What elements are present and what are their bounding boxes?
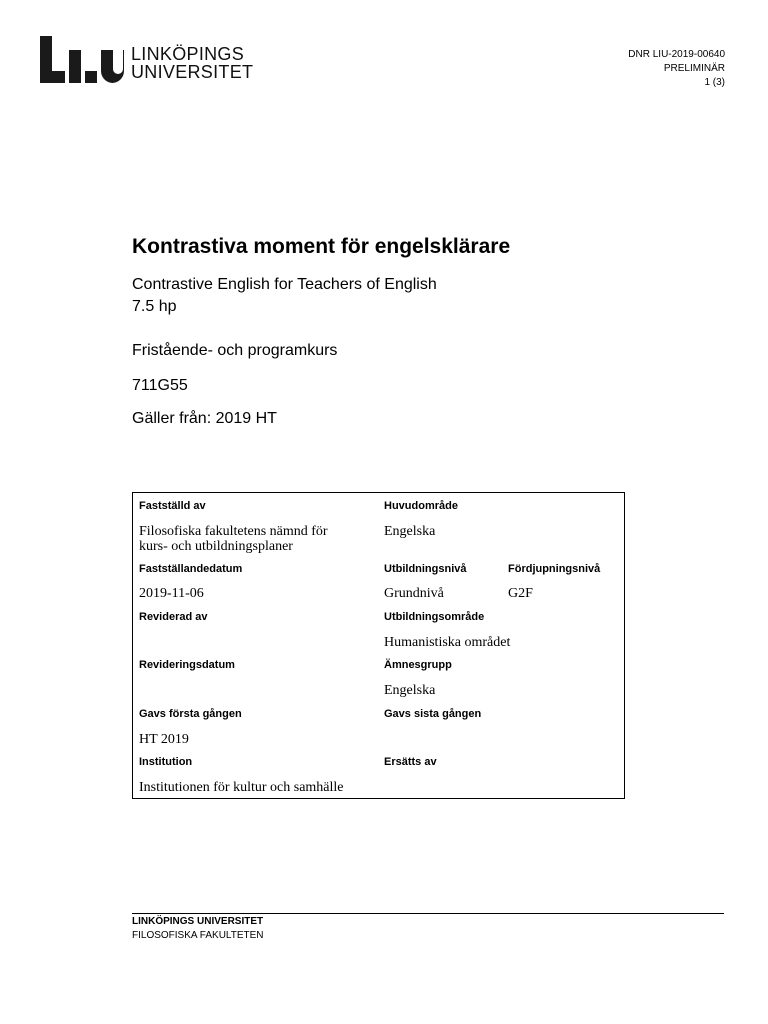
course-code: 711G55: [132, 377, 188, 394]
document-status: PRELIMINÄR: [663, 63, 725, 74]
utbildningsomrade-label: Utbildningsområde: [384, 611, 485, 623]
amnesgrupp-value: Engelska: [384, 683, 436, 698]
course-type: Fristående- och programkurs: [132, 342, 338, 359]
course-subtitle: [132, 274, 437, 318]
faststalld-av-label: Fastställd av: [139, 500, 206, 512]
utbildningsniva-value: Grundnivå: [384, 586, 444, 601]
logo-line-2: UNIVERSITET: [131, 62, 254, 82]
university-logo: [40, 36, 253, 83]
footer-university: LINKÖPINGS UNIVERSITET: [132, 916, 264, 927]
logo-line-1: LINKÖPINGS: [131, 44, 245, 64]
fordjupningsniva-label: Fördjupningsnivå: [508, 563, 601, 575]
huvudomrade-label: Huvudområde: [384, 500, 458, 512]
faststallandedatum-label: Fastställandedatum: [139, 563, 243, 575]
document-meta: [628, 48, 725, 90]
course-title: Kontrastiva moment för engelsklärare: [132, 235, 511, 258]
ersatts-av-label: Ersätts av: [384, 756, 437, 768]
footer-faculty: FILOSOFISKA FAKULTETEN: [132, 930, 264, 941]
fordjupningsniva-value: G2F: [508, 586, 533, 601]
reviderad-av-label: Reviderad av: [139, 611, 208, 623]
revideringsdatum-label: Revideringsdatum: [139, 659, 235, 671]
liu-logo-icon: [40, 36, 124, 83]
page-number: 1 (3): [704, 77, 725, 88]
institution-value: Institutionen för kultur och samhälle: [139, 780, 344, 795]
gavs-forsta-value: HT 2019: [139, 732, 189, 747]
footer-divider: [132, 913, 724, 914]
course-credits: 7.5 hp: [132, 298, 177, 315]
utbildningsomrade-value: Humanistiska området: [384, 635, 511, 650]
amnesgrupp-label: Ämnesgrupp: [384, 659, 452, 671]
english-title: Contrastive English for Teachers of English: [132, 276, 437, 293]
valid-from: Gäller från: 2019 HT: [132, 410, 277, 427]
gavs-forsta-label: Gavs första gången: [139, 708, 242, 720]
institution-label: Institution: [139, 756, 193, 768]
faststalld-av-value: Filosofiska fakultetens nämnd för kurs- och utbildningsplaner: [139, 524, 328, 554]
logo-wordmark: [131, 45, 253, 81]
gavs-sista-label: Gavs sista gången: [384, 708, 482, 720]
document-number: DNR LIU-2019-00640: [628, 49, 725, 60]
utbildningsniva-label: Utbildningsnivå: [384, 563, 467, 575]
faststallandedatum-value: 2019-11-06: [139, 586, 204, 601]
huvudomrade-value: Engelska: [384, 524, 436, 539]
course-info-table: [132, 492, 625, 799]
page-footer: [132, 915, 264, 943]
